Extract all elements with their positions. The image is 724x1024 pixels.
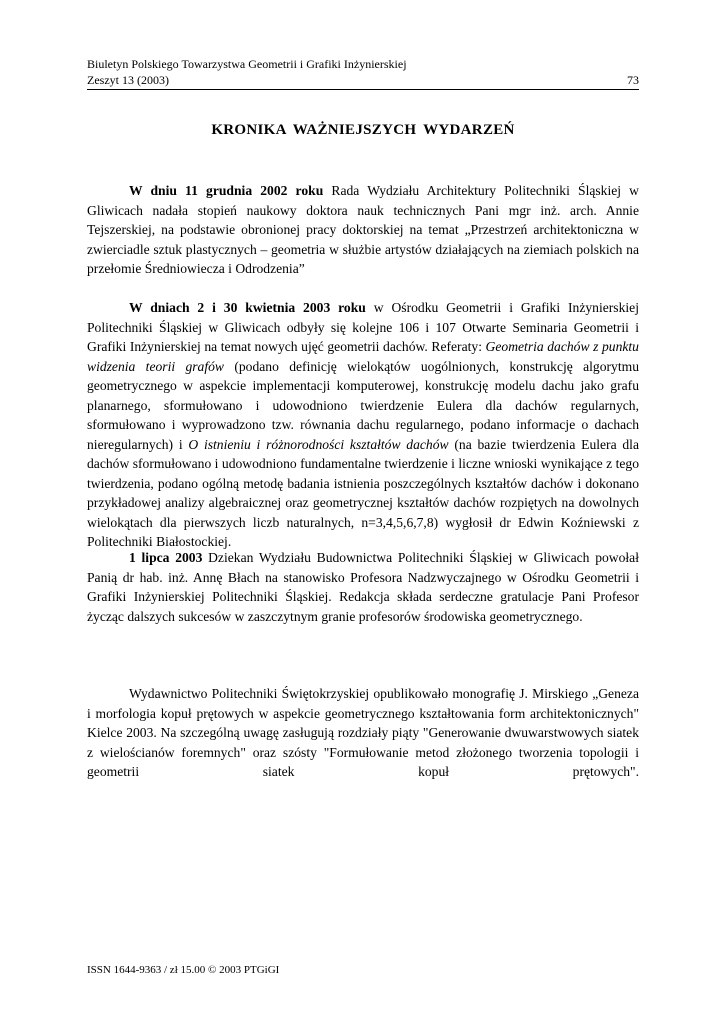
issue-row (87, 73, 639, 89)
paragraph-text: w Ośrodku Geometrii i Grafiki Inżynierskiej Politechniki Śląskiej w Gliwicach odbyły się kolejne 106 i 107 Otwarte Seminaria Geometrii i Grafiki Inżynierskiej na temat nowych ujęć geometrii dachów. Referaty: (87, 300, 639, 354)
paragraph-text: (na bazie twierdzenia Eulera dla dachów sformułowano i udowodniono fundamentalne twierdzenie i liczne wnioski wynikające z tego twierdzenia, podano ogólną metodę badania istnienia poszczególnych kształtów dachów i dokonano przykładowej analizy algebraicznej oraz geometrycznej kształtów dachów rozpiętych na dowolnych wielokątach dla pierwszych liczb naturalnych, n=3,4,5,6,7,8) wygłosił dr Edwin Koźniewski z Politechniki Białostockiej. (87, 436, 639, 549)
paragraph-lead: 1 lipca 2003 (129, 550, 203, 565)
paragraph-monograph (87, 684, 639, 782)
talk-title: Geometria dachów z punktu widzenia teorii grafów (87, 339, 639, 374)
running-header (87, 57, 639, 88)
paragraph-lead: W dniach 2 i 30 kwietnia 2003 roku (129, 300, 366, 315)
paragraph-seminars (87, 298, 639, 552)
journal-name: Biuletyn Polskiego Towarzystwa Geometrii i Grafiki Inżynierskiej (87, 57, 407, 71)
paragraph-text: Wydawnictwo Politechniki Świętokrzyskiej opublikowało monografię J. Mirskiego „Geneza i morfologia kopuł prętowych w aspekcie geometrycznego kształtowania form architektonicznych" Kielce 2003. Na szczególną uwagę zasługują rozdziały piąty "Generowanie dwuwarstwowych siatek z wielościanów foremnych" oraz szósty "Formułowanie metod złożonego tworzenia topologii i geometrii siatek kopuł prętowych". (87, 686, 639, 779)
paragraph-text: Rada Wydziału Architektury Politechniki Śląskiej w Gliwicach nadała stopień naukowy doktora nauk technicznych Pani mgr inż. arch. Annie Tejszerskiej, na podstawie obronionej pracy doktorskiej na temat „Przestrzeń architektoniczna w zwierciadle sztuk plastycznych – geometria w służbie artystów działających na ziemiach polskich na przełomie Średniowiecza i Odrodzenia” (87, 183, 639, 276)
paragraph-appointment (87, 548, 639, 626)
header-divider (87, 89, 639, 90)
talk-title: O istnieniu i różnorodności kształtów dachów (188, 436, 449, 452)
paragraph-text: Dziekan Wydziału Budownictwa Politechniki Śląskiej w Gliwicach powołał Panią dr hab. inż. Annę Błach na stanowisko Profesora Nadzwyczajnego w Ośrodku Geometrii i Grafiki Inżynierskiej Politechniki Śląskiej. Redakcja składa serdeczne gratulacje Pani Profesor życząc dalszych sukcesów w zaszczytnym granie profesorów środowiska geometrycznego. (87, 550, 639, 624)
paragraph-doctorate (87, 181, 639, 279)
paragraph-lead: W dniu 11 grudnia 2002 roku (129, 183, 324, 198)
paragraph-text: (podano definicję wielokątów uogólnionych, konstrukcję algorytmu geometrycznego w aspekcie implementacji komputerowej, konstrukcję modelu dachu jako grafu planarnego, sformułowano i udowodniono twierdzenie Eulera dla dachów regularnych, sformułowano i wyprowadzono tzw. równania dachu regularnego, podano informacje o dachach nieregularnych) i (87, 358, 640, 452)
page-title: KRONIKA WAŻNIEJSZYCH WYDARZEŃ (211, 122, 515, 138)
issue-label: Zeszyt 13 (2003) (87, 72, 169, 87)
page-number: 73 (627, 72, 639, 87)
footer-issn: ISSN 1644-9363 / zł 15.00 © 2003 PTGiGI (87, 964, 280, 976)
